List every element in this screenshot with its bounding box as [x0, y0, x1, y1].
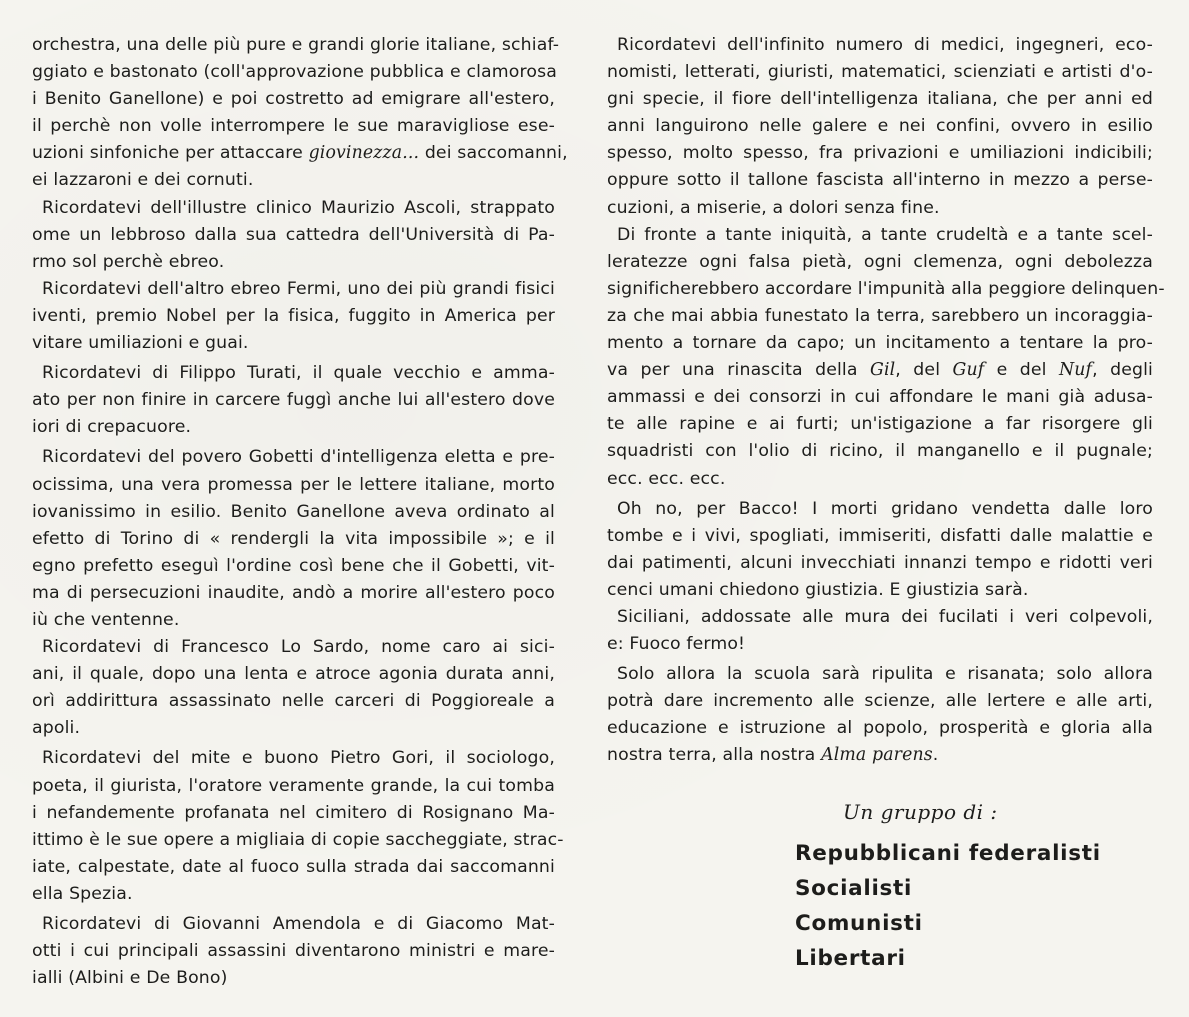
text-run: e del — [984, 360, 1059, 381]
text-line: i Benito Ganellone) e poi costretto ad emigrare all'estero, — [32, 89, 555, 110]
group-name: Repubblicani federalisti — [795, 841, 1101, 866]
text-line: ma di persecuzioni inaudite, andò a morire all'estero poco — [32, 582, 555, 603]
text-line: apoli. — [32, 718, 81, 739]
text-line: cuzioni, a miserie, a dolori senza fine. — [607, 197, 940, 218]
text-line: cenci umani chiedono giustizia. E giustizia sarà. — [607, 579, 1029, 600]
signature-intro: Un gruppo di : — [843, 800, 998, 824]
text-line — [607, 357, 1153, 384]
paragraph-iniquities — [607, 222, 1165, 493]
text-line: mento a tornare da capo; un incitamento a tentare la pro- — [607, 333, 1153, 354]
text-line: spesso, molto spesso, fra privazioni e umiliazioni indicibili; — [607, 143, 1153, 164]
group-name: Comunisti — [795, 911, 923, 936]
text-line: ocissima, una vera promessa per le lettere italiane, morto — [32, 474, 555, 495]
text-line: anni languirono nelle galere e nei confini, ovvero in esilio — [607, 116, 1153, 137]
text-line: ei lazzaroni e dei cornuti. — [32, 170, 254, 191]
text-run: nostra terra, alla nostra — [607, 745, 822, 766]
text-line: Ricordatevi del mite e buono Pietro Gori, il sociologo, — [42, 748, 555, 769]
text-line: tombe e i vivi, spogliati, immiseriti, disfatti dalle malattie e — [607, 525, 1153, 546]
text-line: significherebbero accordare l'impunità alla peggiore delinquen- — [607, 278, 1165, 299]
paragraph-lo-sardo — [32, 634, 555, 742]
text-line: Ricordatevi di Giovanni Amendola e di Giacomo Mat- — [42, 914, 555, 934]
text-line: iventi, premio Nobel per la fisica, fuggito in America per — [32, 305, 555, 326]
signature-groups — [795, 836, 1101, 976]
text-line: efetto di Torino di « rendergli la vita impossibile »; e il — [32, 528, 555, 549]
left-column — [32, 32, 568, 992]
text-line: vitare umiliazioni e guai. — [32, 333, 249, 354]
text-line: dai patimenti, alcuni invecchiati innanzi tempo e ridotti veri — [607, 552, 1153, 573]
text-line: il perchè non volle interrompere le sue maravigliose ese- — [32, 116, 555, 137]
text-line: ggiato e bastonato (coll'approvazione pubblica e clamorosa — [32, 62, 557, 83]
text-line: ani, il quale, dopo una lenta e atroce agonia durata anni, — [32, 664, 555, 685]
text-line: ella Spezia. — [32, 883, 133, 904]
text-line: Ricordatevi di Filippo Turati, il quale vecchio e amma- — [42, 363, 555, 384]
text-run: . — [932, 745, 939, 766]
text-line: Ricordatevi dell'altro ebreo Fermi, uno dei più grandi fisici — [42, 278, 555, 299]
italic-word: Gil — [869, 360, 896, 381]
italic-word: giovinezza... — [308, 143, 420, 164]
text-line — [32, 140, 568, 167]
text-run: dei saccomanni, — [419, 143, 568, 164]
text-line: iù che ventenne. — [32, 609, 180, 630]
text-line: iori di crepacuore. — [32, 417, 192, 438]
text-line: ittimo è le sue opere a migliaia di copie saccheggiate, strac- — [32, 829, 564, 850]
text-line: ato per non finire in carcere fuggì anche lui all'estero dove — [32, 390, 555, 411]
text-line: Oh no, per Bacco! I morti gridano vendetta dalle loro — [617, 498, 1153, 519]
group-name: Socialisti — [795, 876, 913, 901]
text-line: e: Fuoco fermo! — [607, 634, 746, 655]
paragraph-gobetti — [32, 444, 555, 634]
text-line: iovanissimo in esilio. Benito Ganellone aveva ordinato al — [32, 501, 555, 522]
text-line: nomisti, letterati, giuristi, matematici, scienziati e artisti d'o- — [607, 62, 1153, 83]
text-line: egno prefetto eseguì l'ordine così bene che il Gobetti, vit- — [32, 555, 555, 576]
text-run: uzioni sinfoniche per attaccare — [32, 143, 309, 164]
text-run: , degli — [1092, 360, 1153, 381]
italic-word: Nuf — [1058, 360, 1093, 381]
text-line — [607, 742, 1153, 769]
paragraph-toscanini — [32, 32, 568, 195]
text-line: iate, calpestate, date al fuoco sulla strada dai saccomanni — [32, 856, 555, 877]
text-line: educazione e istruzione al popolo, prosperità e gloria alla — [607, 718, 1153, 739]
paragraph-oh-no — [607, 496, 1153, 604]
text-line: potrà dare incremento alle scienze, alle lertere e alle arti, — [607, 691, 1153, 712]
paragraph-intellectuals — [607, 32, 1153, 222]
text-line: ecc. ecc. ecc. — [607, 468, 726, 489]
italic-word: Alma parens — [821, 745, 933, 766]
text-line: oppure sotto il tallone fascista all'interno in mezzo a perse- — [607, 170, 1153, 191]
paragraph-amendola-matteotti — [32, 911, 555, 992]
text-run: va per una rinascita della — [607, 360, 870, 381]
text-line: te alle rapine e ai furti; un'istigazione a far risorgere gli — [607, 414, 1153, 435]
text-line: za che mai abbia funestato la terra, sarebbero un incoraggia- — [607, 305, 1153, 326]
text-line: otti i cui principali assassini diventarono ministri e mare- — [32, 941, 555, 962]
text-line: Ricordatevi dell'infinito numero di medici, ingegneri, eco- — [617, 35, 1153, 55]
group-name: Libertari — [795, 946, 906, 971]
right-column — [607, 32, 1165, 770]
paragraph-siciliani — [607, 604, 1153, 658]
text-line: ammassi e dei consorzi in cui affondare le mani già adusa- — [607, 387, 1153, 408]
text-line: poeta, il giurista, l'oratore veramente grande, la cui tomba — [32, 775, 555, 796]
text-line: gni specie, il fiore dell'intelligenza italiana, che per anni ed — [607, 89, 1153, 110]
text-line: leratezze ogni falsa pietà, ogni clemenza, ogni debolezza — [607, 251, 1153, 272]
text-line: orchestra, una delle più pure e grandi glorie italiane, schiaf- — [32, 35, 560, 55]
text-line: ialli (Albini e De Bono) — [32, 968, 228, 989]
text-line: ome un lebbroso dalla sua cattedra dell'Università di Pa- — [32, 224, 555, 245]
paragraph-gori — [32, 745, 564, 908]
text-line: Ricordatevi dell'illustre clinico Maurizio Ascoli, strappato — [42, 197, 555, 218]
paragraph-fermi — [32, 276, 555, 357]
paragraph-ascoli — [32, 195, 555, 276]
text-line: orì addirittura assassinato nelle carceri di Poggioreale a — [32, 691, 555, 712]
text-line: Ricordatevi di Francesco Lo Sardo, nome caro ai sici- — [42, 637, 555, 658]
text-line: squadristi con l'olio di ricino, il manganello e il pugnale; — [607, 441, 1153, 462]
text-run: , del — [895, 360, 953, 381]
text-line: i nefandemente profanata nel cimitero di Rosignano Ma- — [32, 802, 555, 823]
text-line: Ricordatevi del povero Gobetti d'intelligenza eletta e pre- — [42, 447, 555, 468]
text-line: Di fronte a tante iniquità, a tante crudeltà e a tante scel- — [617, 224, 1153, 245]
text-line: Solo allora la scuola sarà ripulita e risanata; solo allora — [617, 664, 1153, 685]
paragraph-turati — [32, 360, 555, 441]
text-line: rmo sol perchè ebreo. — [32, 251, 225, 272]
italic-word: Guf — [952, 360, 985, 381]
paragraph-solo-allora — [607, 661, 1153, 769]
text-line: Siciliani, addossate alle mura dei fucilati i veri colpevoli, — [617, 606, 1153, 627]
